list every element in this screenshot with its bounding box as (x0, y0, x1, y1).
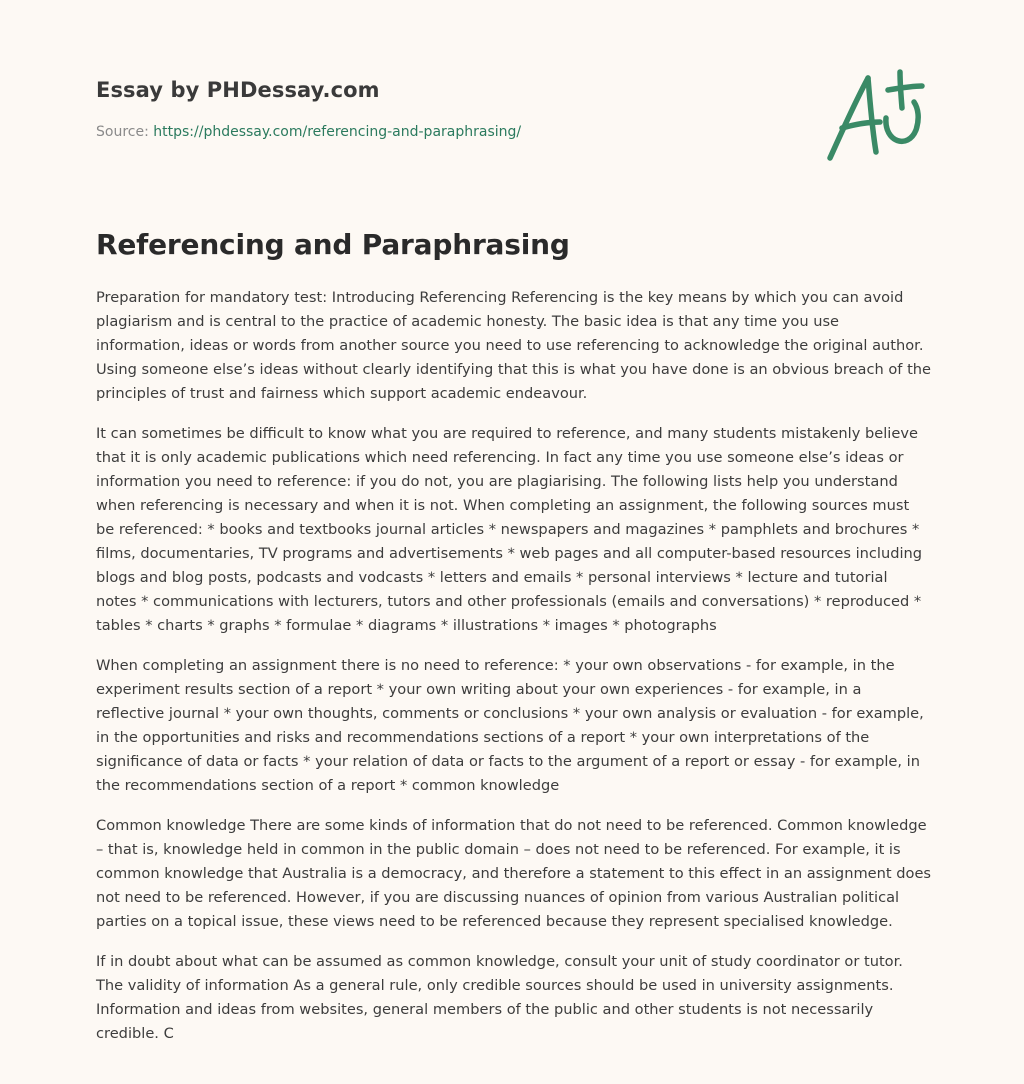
page-header (96, 76, 796, 142)
site-title: Essay by PHDessay.com (96, 78, 380, 102)
essay-paragraph: It can sometimes be difficult to know what you are required to reference, and many students mistakenly believe that it is only academic publications which need referencing. In fact any time you use someone else’s ideas or information you need to reference: if you do not, you are plagiarising. The following lists help you understand when referencing is necessary and when it is not. When completing an assignment, the following sources must be referenced: * books and textbooks journal articles * newspapers and magazines * pamphlets and brochures * films, documentaries, TV programs and advertisements * web pages and all computer-based resources including blogs and blog posts, podcasts and vodcasts * letters and emails * personal interviews * lecture and tutorial notes * communications with lecturers, tutors and other professionals (emails and conversations) * reproduced * tables * charts * graphs * formulae * diagrams * illustrations * images * photographs (96, 425, 923, 634)
essay-title: Referencing and Paraphrasing (96, 228, 570, 261)
essay-body (96, 286, 932, 1062)
essay-paragraph: If in doubt about what can be assumed as common knowledge, consult your unit of study coordinator or tutor. The validity of information As a general rule, only credible sources should be used in university assignments. Information and ideas from websites, general members of the public and other students is not necessarily credible. C (96, 953, 903, 1042)
essay-paragraph: Common knowledge There are some kinds of information that do not need to be referenced. Common knowledge – that is, knowledge held in common in the public domain – does not need to be referenced. For example, it is common knowledge that Australia is a democracy, and therefore a statement to this effect in an assignment does not need to be referenced. However, if you are discussing nuances of opinion from various Australian political parties on a topical issue, these views need to be referenced because they represent specialised knowledge. (96, 817, 932, 930)
essay-paragraph: When completing an assignment there is no need to reference: * your own observations - for example, in the experiment results section of a report * your own writing about your own experiences - for example, in a reflective journal * your own thoughts, comments or conclusions * your own analysis or evaluation - for example, in the opportunities and risks and recommendations sections of a report * your own interpretations of the significance of data or facts * your relation of data or facts to the argument of a report or essay - for example, in the recommendations section of a report * common knowledge (96, 657, 924, 794)
a-plus-logo-icon (822, 66, 932, 166)
source-label: Source: (96, 124, 149, 140)
essay-paragraph: Preparation for mandatory test: Introducing Referencing Referencing is the key means by which you can avoid plagiarism and is central to the practice of academic honesty. The basic idea is that any time you use information, ideas or words from another source you need to use referencing to acknowledge the original author. Using someone else’s ideas without clearly identifying that this is what you have done is an obvious breach of the principles of trust and fairness which support academic endeavour. (96, 289, 932, 402)
source-line (96, 122, 796, 142)
source-link[interactable]: https://phdessay.com/referencing-and-paraphrasing/ (153, 124, 522, 140)
